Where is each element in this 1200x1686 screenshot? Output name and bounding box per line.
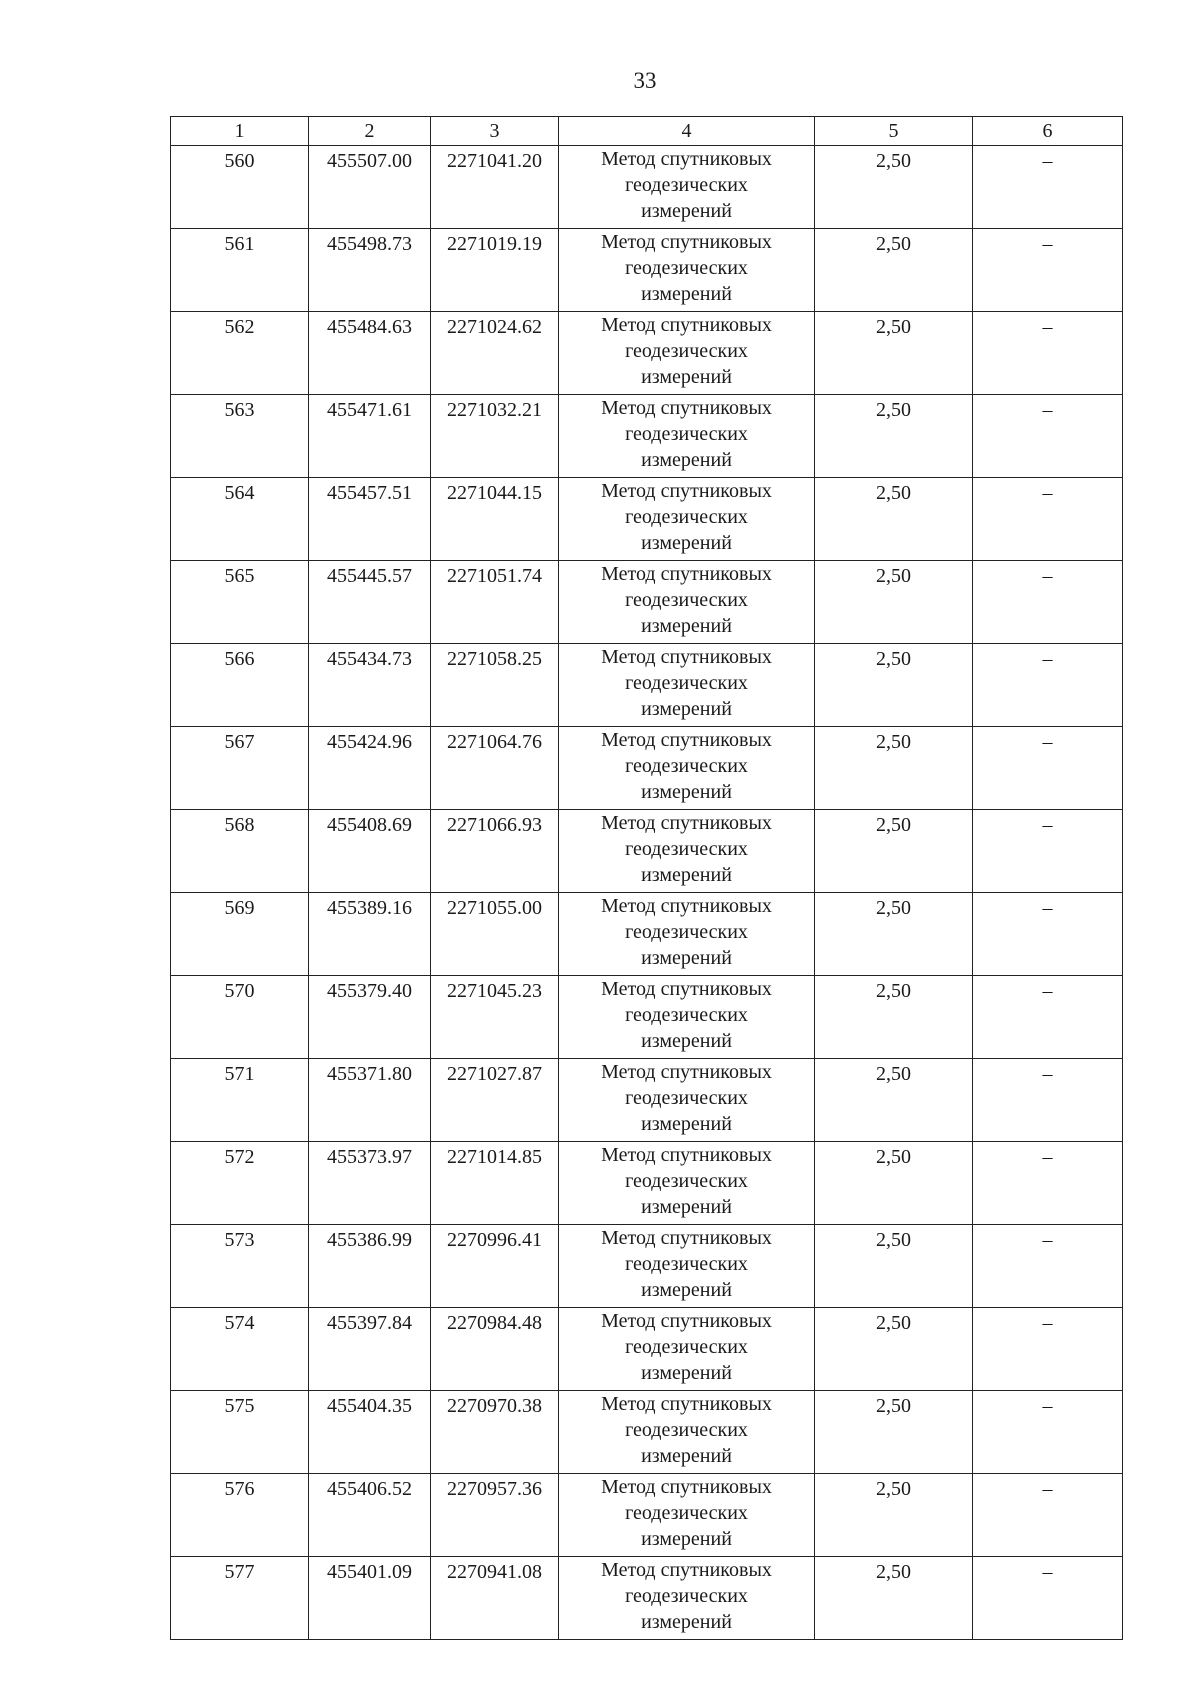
note-cell: –	[973, 312, 1123, 395]
column-header: 3	[431, 117, 559, 146]
note-cell: –	[973, 1225, 1123, 1308]
note-cell: –	[973, 561, 1123, 644]
accuracy-cell: 2,50	[815, 1474, 973, 1557]
method-text-line: Метод спутниковых	[601, 231, 772, 253]
table-row	[171, 312, 1123, 395]
method-cell	[559, 312, 815, 395]
method-text-line: Метод спутниковых	[601, 480, 772, 502]
method-cell	[559, 1391, 815, 1474]
note-cell: –	[973, 1308, 1123, 1391]
column-header: 1	[171, 117, 309, 146]
method-text-line: Метод спутниковых	[601, 1227, 772, 1249]
table-header-row	[171, 117, 1123, 146]
y-coordinate-cell: 2271055.00	[431, 893, 559, 976]
x-coordinate-cell: 455373.97	[309, 1142, 431, 1225]
method-cell	[559, 229, 815, 312]
table-row	[171, 893, 1123, 976]
column-header: 2	[309, 117, 431, 146]
method-text-line: измерений	[641, 1196, 732, 1218]
method-text-line: Метод спутниковых	[601, 646, 772, 668]
point-number-cell: 561	[171, 229, 309, 312]
accuracy-cell: 2,50	[815, 1059, 973, 1142]
table-row	[171, 1059, 1123, 1142]
y-coordinate-cell: 2270970.38	[431, 1391, 559, 1474]
x-coordinate-cell: 455406.52	[309, 1474, 431, 1557]
method-text-line: измерений	[641, 615, 732, 637]
method-text-line: Метод спутниковых	[601, 1144, 772, 1166]
x-coordinate-cell: 455379.40	[309, 976, 431, 1059]
method-text-line: измерений	[641, 1113, 732, 1135]
y-coordinate-cell: 2270941.08	[431, 1557, 559, 1640]
method-text-line: измерений	[641, 1611, 732, 1633]
note-cell: –	[973, 229, 1123, 312]
table-row	[171, 1557, 1123, 1640]
point-number-cell: 571	[171, 1059, 309, 1142]
note-cell: –	[973, 1391, 1123, 1474]
point-number-cell: 575	[171, 1391, 309, 1474]
y-coordinate-cell: 2271044.15	[431, 478, 559, 561]
y-coordinate-cell: 2271066.93	[431, 810, 559, 893]
accuracy-cell: 2,50	[815, 893, 973, 976]
accuracy-cell: 2,50	[815, 644, 973, 727]
method-text-line: геодезических	[625, 589, 748, 611]
x-coordinate-cell: 455434.73	[309, 644, 431, 727]
accuracy-cell: 2,50	[815, 312, 973, 395]
table-row	[171, 1308, 1123, 1391]
table-row	[171, 561, 1123, 644]
method-text-line: геодезических	[625, 838, 748, 860]
note-cell: –	[973, 478, 1123, 561]
method-cell	[559, 893, 815, 976]
note-cell: –	[973, 146, 1123, 229]
method-text-line: измерений	[641, 200, 732, 222]
table-row	[171, 395, 1123, 478]
method-text-line: геодезических	[625, 423, 748, 445]
method-cell	[559, 1059, 815, 1142]
method-text-line: геодезических	[625, 174, 748, 196]
method-cell	[559, 478, 815, 561]
accuracy-cell: 2,50	[815, 561, 973, 644]
note-cell: –	[973, 1142, 1123, 1225]
accuracy-cell: 2,50	[815, 810, 973, 893]
y-coordinate-cell: 2271045.23	[431, 976, 559, 1059]
method-text-line: измерений	[641, 532, 732, 554]
y-coordinate-cell: 2271058.25	[431, 644, 559, 727]
point-number-cell: 563	[171, 395, 309, 478]
x-coordinate-cell: 455498.73	[309, 229, 431, 312]
note-cell: –	[973, 1059, 1123, 1142]
y-coordinate-cell: 2270957.36	[431, 1474, 559, 1557]
method-text-line: геодезических	[625, 340, 748, 362]
x-coordinate-cell: 455424.96	[309, 727, 431, 810]
point-number-cell: 564	[171, 478, 309, 561]
method-cell	[559, 1474, 815, 1557]
method-text-line: измерений	[641, 1362, 732, 1384]
y-coordinate-cell: 2271064.76	[431, 727, 559, 810]
y-coordinate-cell: 2271019.19	[431, 229, 559, 312]
page-number: 33	[633, 68, 657, 93]
method-cell	[559, 1308, 815, 1391]
accuracy-cell: 2,50	[815, 1391, 973, 1474]
note-cell: –	[973, 1474, 1123, 1557]
y-coordinate-cell: 2271032.21	[431, 395, 559, 478]
x-coordinate-cell: 455371.80	[309, 1059, 431, 1142]
x-coordinate-cell: 455471.61	[309, 395, 431, 478]
table-row	[171, 1225, 1123, 1308]
accuracy-cell: 2,50	[815, 395, 973, 478]
method-text-line: измерений	[641, 781, 732, 803]
table-row	[171, 727, 1123, 810]
accuracy-cell: 2,50	[815, 1142, 973, 1225]
point-number-cell: 570	[171, 976, 309, 1059]
column-header: 4	[559, 117, 815, 146]
note-cell: –	[973, 893, 1123, 976]
x-coordinate-cell: 455386.99	[309, 1225, 431, 1308]
table-row	[171, 478, 1123, 561]
table-row	[171, 229, 1123, 312]
method-cell	[559, 810, 815, 893]
accuracy-cell: 2,50	[815, 478, 973, 561]
column-header: 5	[815, 117, 973, 146]
method-text-line: геодезических	[625, 1170, 748, 1192]
x-coordinate-cell: 455408.69	[309, 810, 431, 893]
point-number-cell: 577	[171, 1557, 309, 1640]
point-number-cell: 569	[171, 893, 309, 976]
method-text-line: измерений	[641, 366, 732, 388]
x-coordinate-cell: 455445.57	[309, 561, 431, 644]
method-text-line: геодезических	[625, 1419, 748, 1441]
y-coordinate-cell: 2271024.62	[431, 312, 559, 395]
method-text-line: измерений	[641, 1030, 732, 1052]
method-cell	[559, 561, 815, 644]
x-coordinate-cell: 455401.09	[309, 1557, 431, 1640]
point-number-cell: 565	[171, 561, 309, 644]
method-cell	[559, 1142, 815, 1225]
accuracy-cell: 2,50	[815, 146, 973, 229]
x-coordinate-cell: 455389.16	[309, 893, 431, 976]
method-cell	[559, 395, 815, 478]
y-coordinate-cell: 2271041.20	[431, 146, 559, 229]
method-cell	[559, 146, 815, 229]
table-row	[171, 1474, 1123, 1557]
method-text-line: геодезических	[625, 672, 748, 694]
method-text-line: Метод спутниковых	[601, 314, 772, 336]
method-text-line: Метод спутниковых	[601, 978, 772, 1000]
table-row	[171, 1142, 1123, 1225]
column-header: 6	[973, 117, 1123, 146]
point-number-cell: 562	[171, 312, 309, 395]
y-coordinate-cell: 2270984.48	[431, 1308, 559, 1391]
point-number-cell: 560	[171, 146, 309, 229]
table-row	[171, 1391, 1123, 1474]
method-text-line: Метод спутниковых	[601, 895, 772, 917]
method-text-line: измерений	[641, 449, 732, 471]
note-cell: –	[973, 395, 1123, 478]
accuracy-cell: 2,50	[815, 1308, 973, 1391]
accuracy-cell: 2,50	[815, 976, 973, 1059]
method-text-line: Метод спутниковых	[601, 729, 772, 751]
point-number-cell: 573	[171, 1225, 309, 1308]
x-coordinate-cell: 455484.63	[309, 312, 431, 395]
method-text-line: Метод спутниковых	[601, 148, 772, 170]
point-number-cell: 568	[171, 810, 309, 893]
method-text-line: геодезических	[625, 1253, 748, 1275]
method-text-line: геодезических	[625, 1336, 748, 1358]
note-cell: –	[973, 1557, 1123, 1640]
method-text-line: геодезических	[625, 1585, 748, 1607]
x-coordinate-cell: 455507.00	[309, 146, 431, 229]
method-cell	[559, 727, 815, 810]
y-coordinate-cell: 2271051.74	[431, 561, 559, 644]
method-text-line: Метод спутниковых	[601, 1476, 772, 1498]
point-number-cell: 574	[171, 1308, 309, 1391]
x-coordinate-cell: 455457.51	[309, 478, 431, 561]
method-text-line: измерений	[641, 1279, 732, 1301]
accuracy-cell: 2,50	[815, 229, 973, 312]
note-cell: –	[973, 976, 1123, 1059]
y-coordinate-cell: 2271027.87	[431, 1059, 559, 1142]
method-text-line: геодезических	[625, 921, 748, 943]
table-row	[171, 976, 1123, 1059]
x-coordinate-cell: 455404.35	[309, 1391, 431, 1474]
method-text-line: измерений	[641, 864, 732, 886]
method-text-line: геодезических	[625, 1502, 748, 1524]
method-text-line: Метод спутниковых	[601, 1061, 772, 1083]
point-number-cell: 572	[171, 1142, 309, 1225]
point-number-cell: 567	[171, 727, 309, 810]
method-text-line: Метод спутниковых	[601, 563, 772, 585]
method-text-line: геодезических	[625, 257, 748, 279]
method-text-line: Метод спутниковых	[601, 397, 772, 419]
method-text-line: геодезических	[625, 1004, 748, 1026]
note-cell: –	[973, 644, 1123, 727]
method-text-line: измерений	[641, 283, 732, 305]
accuracy-cell: 2,50	[815, 727, 973, 810]
method-text-line: геодезических	[625, 506, 748, 528]
method-cell	[559, 1557, 815, 1640]
point-number-cell: 576	[171, 1474, 309, 1557]
method-text-line: измерений	[641, 947, 732, 969]
method-text-line: геодезических	[625, 755, 748, 777]
note-cell: –	[973, 810, 1123, 893]
method-text-line: Метод спутниковых	[601, 812, 772, 834]
method-text-line: Метод спутниковых	[601, 1393, 772, 1415]
table-row	[171, 810, 1123, 893]
method-text-line: Метод спутниковых	[601, 1310, 772, 1332]
method-text-line: измерений	[641, 698, 732, 720]
method-cell	[559, 1225, 815, 1308]
coordinates-table	[170, 116, 1123, 1640]
method-cell	[559, 976, 815, 1059]
accuracy-cell: 2,50	[815, 1557, 973, 1640]
method-text-line: Метод спутниковых	[601, 1559, 772, 1581]
table-row	[171, 146, 1123, 229]
y-coordinate-cell: 2270996.41	[431, 1225, 559, 1308]
accuracy-cell: 2,50	[815, 1225, 973, 1308]
method-text-line: измерений	[641, 1445, 732, 1467]
note-cell: –	[973, 727, 1123, 810]
y-coordinate-cell: 2271014.85	[431, 1142, 559, 1225]
point-number-cell: 566	[171, 644, 309, 727]
table-row	[171, 644, 1123, 727]
method-text-line: измерений	[641, 1528, 732, 1550]
x-coordinate-cell: 455397.84	[309, 1308, 431, 1391]
method-cell	[559, 644, 815, 727]
method-text-line: геодезических	[625, 1087, 748, 1109]
